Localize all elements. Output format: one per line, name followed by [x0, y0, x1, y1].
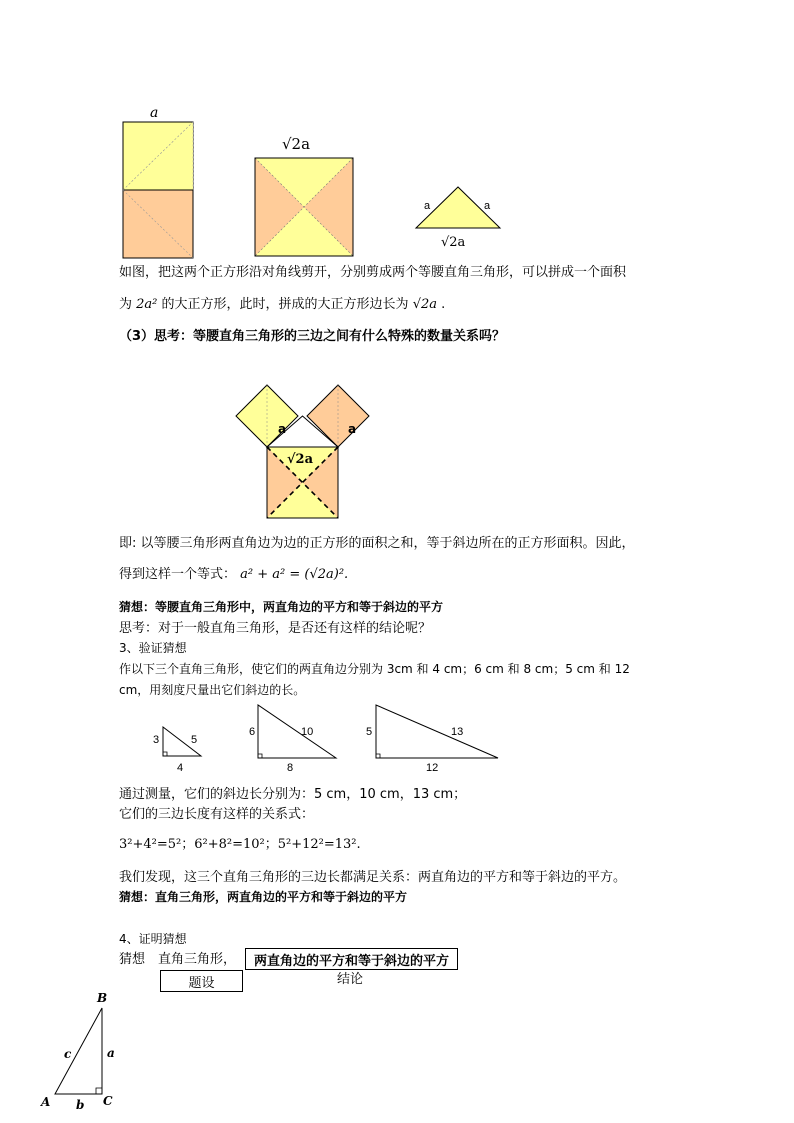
side-b-label: b	[76, 1098, 85, 1112]
tri2-leg-a: 6	[249, 726, 256, 738]
triangle-bottom-label: √2a	[441, 235, 466, 250]
got-equation: 得到这样一个等式： a² + a² = (√2a)².	[119, 567, 349, 582]
tri2-leg-b: 8	[287, 762, 294, 774]
given-box: 题设	[160, 970, 243, 992]
section-3-title: 3、验证猜想	[119, 641, 187, 655]
conclusion-box: 两直角边的平方和等于斜边的平方	[245, 948, 458, 970]
para-2: 为 2a² 的大正方形，此时，拼成的大正方形边长为 √2a .	[119, 297, 446, 312]
tri3-hyp: 13	[451, 726, 464, 738]
side-a-label: a	[107, 1046, 115, 1060]
triangle-abc-figure	[55, 1008, 105, 1096]
conjecture-3-prefix: 猜想 直角三角形，	[119, 952, 237, 967]
para-1: 如图，把这两个正方形沿对角线剪开，分别剪成两个等腰直角三角形，可以拼成一个面积	[119, 265, 627, 280]
tall-figure-label: a	[150, 105, 159, 121]
measure-text: 通过测量，它们的斜边长分别为：5 cm，10 cm，13 cm；	[119, 787, 467, 802]
pythagoras-figure	[234, 380, 374, 520]
triangle-left-label: a	[424, 200, 431, 212]
vertex-c-label: C	[103, 1094, 113, 1108]
think-2: 思考：对于一般直角三角形，是否还有这样的结论呢？	[119, 621, 432, 636]
conclusion-label: 结论	[337, 972, 364, 987]
pythag-right-label: a	[348, 422, 357, 436]
triangle-right-label: a	[484, 200, 491, 212]
task-line-2: cm，用刻度尺量出它们斜边的长。	[119, 683, 306, 697]
equation-line: 3²+4²=5²；6²+8²=10²；5²+12²=13².	[119, 837, 361, 852]
found-text: 我们发现，这三个直角三角形的三边长都满足关系：两直角边的平方和等于斜边的平方。	[119, 870, 627, 885]
side-c-label: c	[64, 1047, 72, 1061]
tri1-leg-b: 4	[177, 762, 184, 774]
pythag-left-label: a	[278, 422, 287, 436]
tri3-leg-a: 5	[366, 726, 373, 738]
tri2-hyp: 10	[301, 726, 314, 738]
conjecture-2: 猜想：直角三角形，两直角边的平方和等于斜边的平方	[119, 890, 408, 904]
task-line-1: 作以下三个直角三角形，使它们的两直角边分别为 3cm 和 4 cm；6 cm 和 8 cm；5 cm 和 12	[119, 662, 630, 676]
vertex-a-label: A	[41, 1095, 51, 1109]
relation-text: 它们的三边长度有这样的关系式：	[119, 807, 315, 822]
think-3: （3）思考：等腰直角三角形的三边之间有什么特殊的数量关系吗？	[119, 329, 506, 344]
big-square-label: √2a	[282, 135, 311, 153]
vertex-b-label: B	[97, 991, 108, 1005]
right-triangle-5-12-13	[376, 705, 501, 760]
tri1-leg-a: 3	[153, 734, 160, 746]
stacked-squares-figure	[123, 122, 193, 258]
section-4-title: 4、证明猜想	[119, 932, 187, 946]
pythag-bottom-label: √2a	[287, 452, 314, 467]
tri3-leg-b: 12	[426, 762, 439, 774]
namely-text: 即: 以等腰三角形两直角边为边的正方形的面积之和，等于斜边所在的正方形面积。因此，	[119, 536, 635, 551]
right-triangle-6-8-10	[258, 705, 338, 760]
tri1-hyp: 5	[191, 734, 198, 746]
conjecture-1: 猜想：等腰直角三角形中，两直角边的平方和等于斜边的平方	[119, 600, 444, 614]
big-square-figure	[255, 158, 353, 256]
